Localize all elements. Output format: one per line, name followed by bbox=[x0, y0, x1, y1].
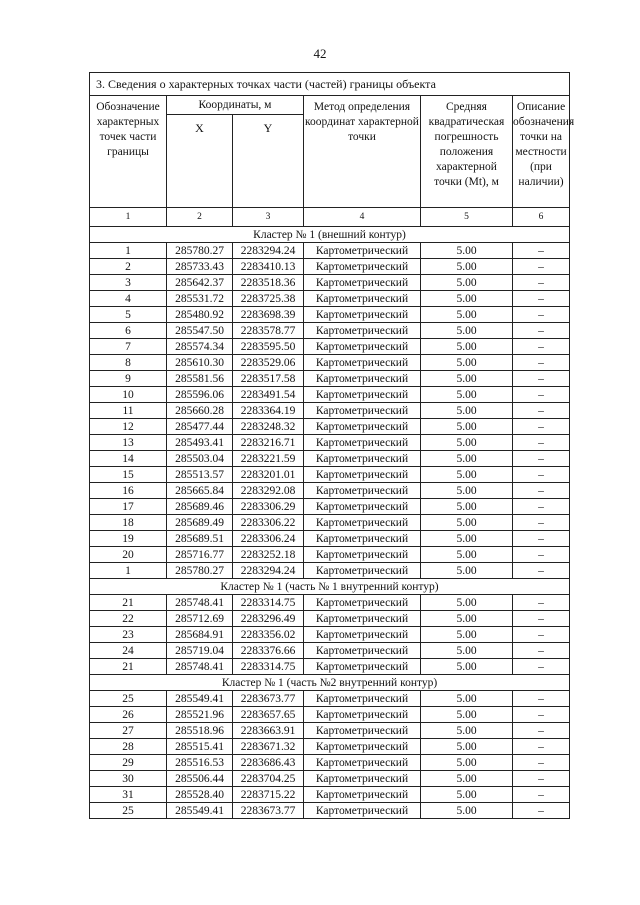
table-row bbox=[90, 803, 570, 819]
error-value: 5.00 bbox=[421, 419, 513, 435]
coord-y: 2283517.58 bbox=[233, 371, 304, 387]
method: Картометрический bbox=[304, 739, 421, 755]
description: – bbox=[513, 323, 570, 339]
coord-y: 2283578.77 bbox=[233, 323, 304, 339]
table-row bbox=[90, 451, 570, 467]
error-value: 5.00 bbox=[421, 595, 513, 611]
description: – bbox=[513, 515, 570, 531]
point-number: 25 bbox=[90, 803, 167, 819]
method: Картометрический bbox=[304, 387, 421, 403]
coord-y: 2283252.18 bbox=[233, 547, 304, 563]
table-row bbox=[90, 499, 570, 515]
point-number: 13 bbox=[90, 435, 167, 451]
point-number: 30 bbox=[90, 771, 167, 787]
coord-x: 285596.06 bbox=[167, 387, 233, 403]
table-row bbox=[90, 243, 570, 259]
table-row bbox=[90, 627, 570, 643]
column-number: 3 bbox=[233, 208, 304, 227]
coord-x: 285513.57 bbox=[167, 467, 233, 483]
coord-y: 2283356.02 bbox=[233, 627, 304, 643]
error-value: 5.00 bbox=[421, 771, 513, 787]
coord-y: 2283657.65 bbox=[233, 707, 304, 723]
coord-x: 285748.41 bbox=[167, 595, 233, 611]
coord-y: 2283292.08 bbox=[233, 483, 304, 499]
error-value: 5.00 bbox=[421, 483, 513, 499]
error-value: 5.00 bbox=[421, 787, 513, 803]
description: – bbox=[513, 595, 570, 611]
table-row bbox=[90, 771, 570, 787]
description: – bbox=[513, 243, 570, 259]
method: Картометрический bbox=[304, 323, 421, 339]
description: – bbox=[513, 563, 570, 579]
table-row bbox=[90, 755, 570, 771]
coord-y: 2283314.75 bbox=[233, 595, 304, 611]
header-point: Обозначение характерных точек части границы bbox=[90, 96, 167, 208]
table-row bbox=[90, 531, 570, 547]
error-value: 5.00 bbox=[421, 467, 513, 483]
coord-y: 2283221.59 bbox=[233, 451, 304, 467]
description: – bbox=[513, 771, 570, 787]
table-row bbox=[90, 275, 570, 291]
point-number: 7 bbox=[90, 339, 167, 355]
point-number: 23 bbox=[90, 627, 167, 643]
coord-x: 285515.41 bbox=[167, 739, 233, 755]
description: – bbox=[513, 691, 570, 707]
description: – bbox=[513, 547, 570, 563]
table-row bbox=[90, 659, 570, 675]
coord-y: 2283306.22 bbox=[233, 515, 304, 531]
method: Картометрический bbox=[304, 531, 421, 547]
coord-x: 285719.04 bbox=[167, 643, 233, 659]
point-number: 16 bbox=[90, 483, 167, 499]
header-coordinates: Координаты, м bbox=[167, 96, 304, 115]
error-value: 5.00 bbox=[421, 291, 513, 307]
table-row bbox=[90, 691, 570, 707]
method: Картометрический bbox=[304, 563, 421, 579]
error-value: 5.00 bbox=[421, 371, 513, 387]
description: – bbox=[513, 259, 570, 275]
coord-x: 285642.37 bbox=[167, 275, 233, 291]
description: – bbox=[513, 499, 570, 515]
table-row bbox=[90, 547, 570, 563]
description: – bbox=[513, 307, 570, 323]
description: – bbox=[513, 387, 570, 403]
point-number: 21 bbox=[90, 659, 167, 675]
coord-x: 285581.56 bbox=[167, 371, 233, 387]
error-value: 5.00 bbox=[421, 659, 513, 675]
error-value: 5.00 bbox=[421, 691, 513, 707]
description: – bbox=[513, 659, 570, 675]
method: Картометрический bbox=[304, 291, 421, 307]
point-number: 19 bbox=[90, 531, 167, 547]
coord-x: 285547.50 bbox=[167, 323, 233, 339]
coord-x: 285660.28 bbox=[167, 403, 233, 419]
error-value: 5.00 bbox=[421, 723, 513, 739]
coord-y: 2283376.66 bbox=[233, 643, 304, 659]
point-number: 24 bbox=[90, 643, 167, 659]
table-row bbox=[90, 595, 570, 611]
description: – bbox=[513, 483, 570, 499]
header-method: Метод определения координат характерной точки bbox=[304, 96, 421, 208]
point-number: 29 bbox=[90, 755, 167, 771]
error-value: 5.00 bbox=[421, 451, 513, 467]
coord-x: 285733.43 bbox=[167, 259, 233, 275]
method: Картометрический bbox=[304, 515, 421, 531]
point-number: 9 bbox=[90, 371, 167, 387]
point-number: 2 bbox=[90, 259, 167, 275]
error-value: 5.00 bbox=[421, 627, 513, 643]
method: Картометрический bbox=[304, 243, 421, 259]
coord-x: 285665.84 bbox=[167, 483, 233, 499]
coord-x: 285549.41 bbox=[167, 803, 233, 819]
method: Картометрический bbox=[304, 787, 421, 803]
page-number: 42 bbox=[313, 46, 327, 61]
cluster-title: Кластер № 1 (часть №2 внутренний контур) bbox=[90, 675, 570, 691]
point-number: 8 bbox=[90, 355, 167, 371]
method: Картометрический bbox=[304, 659, 421, 675]
table-row bbox=[90, 387, 570, 403]
method: Картометрический bbox=[304, 435, 421, 451]
description: – bbox=[513, 723, 570, 739]
coord-y: 2283673.77 bbox=[233, 803, 304, 819]
method: Картометрический bbox=[304, 259, 421, 275]
description: – bbox=[513, 339, 570, 355]
table-row bbox=[90, 483, 570, 499]
table-row bbox=[90, 323, 570, 339]
coord-y: 2283296.49 bbox=[233, 611, 304, 627]
table-row bbox=[90, 515, 570, 531]
method: Картометрический bbox=[304, 691, 421, 707]
point-number: 5 bbox=[90, 307, 167, 323]
point-number: 12 bbox=[90, 419, 167, 435]
point-number: 6 bbox=[90, 323, 167, 339]
point-number: 25 bbox=[90, 691, 167, 707]
cluster-title: Кластер № 1 (часть № 1 внутренний контур) bbox=[90, 579, 570, 595]
description: – bbox=[513, 291, 570, 307]
method: Картометрический bbox=[304, 595, 421, 611]
coord-y: 2283595.50 bbox=[233, 339, 304, 355]
point-number: 4 bbox=[90, 291, 167, 307]
coord-y: 2283306.29 bbox=[233, 499, 304, 515]
coord-x: 285549.41 bbox=[167, 691, 233, 707]
point-number: 28 bbox=[90, 739, 167, 755]
coord-y: 2283294.24 bbox=[233, 563, 304, 579]
coord-x: 285712.69 bbox=[167, 611, 233, 627]
coord-y: 2283715.22 bbox=[233, 787, 304, 803]
method: Картометрический bbox=[304, 643, 421, 659]
point-number: 26 bbox=[90, 707, 167, 723]
method: Картометрический bbox=[304, 483, 421, 499]
point-number: 14 bbox=[90, 451, 167, 467]
method: Картометрический bbox=[304, 723, 421, 739]
method: Картометрический bbox=[304, 339, 421, 355]
cluster-header-row bbox=[90, 579, 570, 595]
column-numbers-row bbox=[90, 208, 570, 227]
table-row bbox=[90, 739, 570, 755]
table-row bbox=[90, 707, 570, 723]
coord-y: 2283698.39 bbox=[233, 307, 304, 323]
coord-y: 2283725.38 bbox=[233, 291, 304, 307]
coord-x: 285780.27 bbox=[167, 243, 233, 259]
point-number: 22 bbox=[90, 611, 167, 627]
coord-x: 285574.34 bbox=[167, 339, 233, 355]
coord-y: 2283529.06 bbox=[233, 355, 304, 371]
coord-x: 285748.41 bbox=[167, 659, 233, 675]
column-number: 1 bbox=[90, 208, 167, 227]
error-value: 5.00 bbox=[421, 547, 513, 563]
coord-x: 285477.44 bbox=[167, 419, 233, 435]
coord-y: 2283704.25 bbox=[233, 771, 304, 787]
coord-y: 2283314.75 bbox=[233, 659, 304, 675]
method: Картометрический bbox=[304, 771, 421, 787]
description: – bbox=[513, 707, 570, 723]
description: – bbox=[513, 275, 570, 291]
error-value: 5.00 bbox=[421, 643, 513, 659]
header-description: Описание обозначения точки на местности (при наличии) bbox=[513, 96, 570, 208]
table-row bbox=[90, 307, 570, 323]
description: – bbox=[513, 435, 570, 451]
table-row bbox=[90, 611, 570, 627]
error-value: 5.00 bbox=[421, 403, 513, 419]
column-number: 4 bbox=[304, 208, 421, 227]
description: – bbox=[513, 755, 570, 771]
method: Картометрический bbox=[304, 371, 421, 387]
table-row bbox=[90, 355, 570, 371]
error-value: 5.00 bbox=[421, 259, 513, 275]
method: Картометрический bbox=[304, 627, 421, 643]
description: – bbox=[513, 531, 570, 547]
column-number: 6 bbox=[513, 208, 570, 227]
cluster-header-row bbox=[90, 675, 570, 691]
description: – bbox=[513, 739, 570, 755]
coord-x: 285480.92 bbox=[167, 307, 233, 323]
coord-y: 2283216.71 bbox=[233, 435, 304, 451]
error-value: 5.00 bbox=[421, 739, 513, 755]
method: Картометрический bbox=[304, 419, 421, 435]
coord-x: 285689.49 bbox=[167, 515, 233, 531]
point-number: 27 bbox=[90, 723, 167, 739]
point-number: 3 bbox=[90, 275, 167, 291]
description: – bbox=[513, 451, 570, 467]
table-row bbox=[90, 723, 570, 739]
description: – bbox=[513, 787, 570, 803]
coord-x: 285521.96 bbox=[167, 707, 233, 723]
method: Картометрический bbox=[304, 451, 421, 467]
description: – bbox=[513, 371, 570, 387]
method: Картометрический bbox=[304, 611, 421, 627]
boundary-points-table bbox=[89, 72, 575, 819]
error-value: 5.00 bbox=[421, 339, 513, 355]
error-value: 5.00 bbox=[421, 707, 513, 723]
error-value: 5.00 bbox=[421, 323, 513, 339]
coord-x: 285610.30 bbox=[167, 355, 233, 371]
method: Картометрический bbox=[304, 755, 421, 771]
point-number: 20 bbox=[90, 547, 167, 563]
table-body bbox=[90, 227, 570, 819]
error-value: 5.00 bbox=[421, 531, 513, 547]
coord-y: 2283673.77 bbox=[233, 691, 304, 707]
error-value: 5.00 bbox=[421, 307, 513, 323]
table-row bbox=[90, 339, 570, 355]
error-value: 5.00 bbox=[421, 563, 513, 579]
coord-y: 2283248.32 bbox=[233, 419, 304, 435]
header-y: Y bbox=[233, 115, 304, 208]
description: – bbox=[513, 403, 570, 419]
table-row bbox=[90, 403, 570, 419]
coord-y: 2283201.01 bbox=[233, 467, 304, 483]
table-row bbox=[90, 643, 570, 659]
table-row bbox=[90, 435, 570, 451]
coord-x: 285716.77 bbox=[167, 547, 233, 563]
method: Картометрический bbox=[304, 307, 421, 323]
method: Картометрический bbox=[304, 803, 421, 819]
table-row bbox=[90, 787, 570, 803]
error-value: 5.00 bbox=[421, 499, 513, 515]
description: – bbox=[513, 643, 570, 659]
error-value: 5.00 bbox=[421, 243, 513, 259]
coord-y: 2283491.54 bbox=[233, 387, 304, 403]
coord-y: 2283518.36 bbox=[233, 275, 304, 291]
description: – bbox=[513, 611, 570, 627]
point-number: 10 bbox=[90, 387, 167, 403]
method: Картометрический bbox=[304, 467, 421, 483]
error-value: 5.00 bbox=[421, 803, 513, 819]
coord-y: 2283410.13 bbox=[233, 259, 304, 275]
error-value: 5.00 bbox=[421, 515, 513, 531]
error-value: 5.00 bbox=[421, 387, 513, 403]
column-number: 2 bbox=[167, 208, 233, 227]
point-number: 11 bbox=[90, 403, 167, 419]
method: Картометрический bbox=[304, 403, 421, 419]
coord-x: 285506.44 bbox=[167, 771, 233, 787]
cluster-title: Кластер № 1 (внешний контур) bbox=[90, 227, 570, 243]
point-number: 17 bbox=[90, 499, 167, 515]
error-value: 5.00 bbox=[421, 355, 513, 371]
coord-y: 2283671.32 bbox=[233, 739, 304, 755]
table-row bbox=[90, 371, 570, 387]
coord-x: 285503.04 bbox=[167, 451, 233, 467]
method: Картометрический bbox=[304, 499, 421, 515]
header-error: Средняя квадратическая погрешность положения характерной точки (Mt), м bbox=[421, 96, 513, 208]
point-number: 1 bbox=[90, 243, 167, 259]
method: Картометрический bbox=[304, 707, 421, 723]
coord-x: 285684.91 bbox=[167, 627, 233, 643]
error-value: 5.00 bbox=[421, 755, 513, 771]
table-row bbox=[90, 291, 570, 307]
coord-x: 285689.51 bbox=[167, 531, 233, 547]
coord-y: 2283663.91 bbox=[233, 723, 304, 739]
coord-y: 2283364.19 bbox=[233, 403, 304, 419]
method: Картометрический bbox=[304, 547, 421, 563]
error-value: 5.00 bbox=[421, 611, 513, 627]
coord-y: 2283686.43 bbox=[233, 755, 304, 771]
header-x: X bbox=[167, 115, 233, 208]
method: Картометрический bbox=[304, 275, 421, 291]
table-row bbox=[90, 563, 570, 579]
coord-x: 285493.41 bbox=[167, 435, 233, 451]
description: – bbox=[513, 419, 570, 435]
method: Картометрический bbox=[304, 355, 421, 371]
coord-x: 285528.40 bbox=[167, 787, 233, 803]
coord-x: 285780.27 bbox=[167, 563, 233, 579]
coord-x: 285516.53 bbox=[167, 755, 233, 771]
cluster-header-row bbox=[90, 227, 570, 243]
section-title: 3. Сведения о характерных точках части (частей) границы объекта bbox=[90, 73, 570, 96]
table-row bbox=[90, 467, 570, 483]
description: – bbox=[513, 355, 570, 371]
table-row bbox=[90, 419, 570, 435]
error-value: 5.00 bbox=[421, 435, 513, 451]
point-number: 18 bbox=[90, 515, 167, 531]
error-value: 5.00 bbox=[421, 275, 513, 291]
coord-y: 2283294.24 bbox=[233, 243, 304, 259]
point-number: 1 bbox=[90, 563, 167, 579]
coord-x: 285518.96 bbox=[167, 723, 233, 739]
description: – bbox=[513, 803, 570, 819]
point-number: 21 bbox=[90, 595, 167, 611]
coord-x: 285689.46 bbox=[167, 499, 233, 515]
description: – bbox=[513, 467, 570, 483]
point-number: 31 bbox=[90, 787, 167, 803]
description: – bbox=[513, 627, 570, 643]
coord-y: 2283306.24 bbox=[233, 531, 304, 547]
column-number: 5 bbox=[421, 208, 513, 227]
table-row bbox=[90, 259, 570, 275]
coord-x: 285531.72 bbox=[167, 291, 233, 307]
point-number: 15 bbox=[90, 467, 167, 483]
